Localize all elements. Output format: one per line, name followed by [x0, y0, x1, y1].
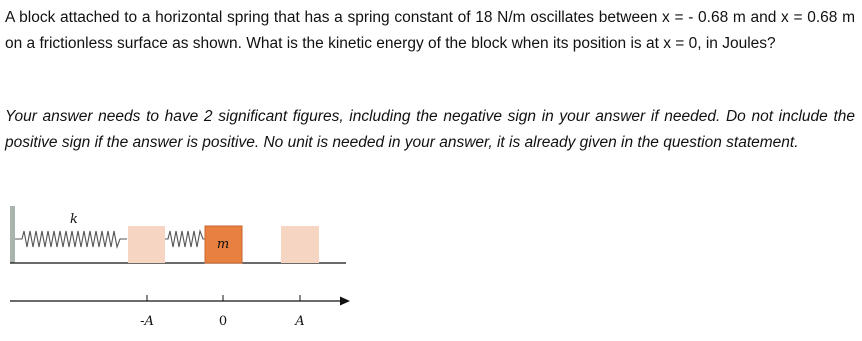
spring-block-figure [0, 195, 380, 336]
mass-label: m [216, 237, 230, 252]
question-text: A block attached to a horizontal spring that has a spring constant of 18 N/m oscillates between x = - 0.68 m and x = 0.68 m on a frictionless surface as shown. What is the kinetic energy of the block when its position is at x = 0, in Joules? [5, 9, 855, 52]
spring-diagram [0, 195, 380, 336]
spring-compressed [165, 231, 206, 247]
axis-label-positive-a: A [295, 314, 305, 329]
axis-label-negative-a: -A [140, 314, 154, 329]
block-at-positive-amplitude [281, 226, 319, 263]
axis-arrowhead [340, 297, 350, 306]
wall [10, 206, 15, 263]
block-at-negative-amplitude [128, 226, 165, 263]
spring-extended [15, 231, 127, 247]
axis-label-zero: 0 [218, 314, 228, 329]
answer-instructions: Your answer needs to have 2 significant figures, including the negative sign in your answer if needed. Do not include the positive sign if the answer is positive. No unit is needed in your answer, it is already given in the question statement. [5, 108, 855, 151]
spring-constant-label: k [70, 212, 78, 227]
